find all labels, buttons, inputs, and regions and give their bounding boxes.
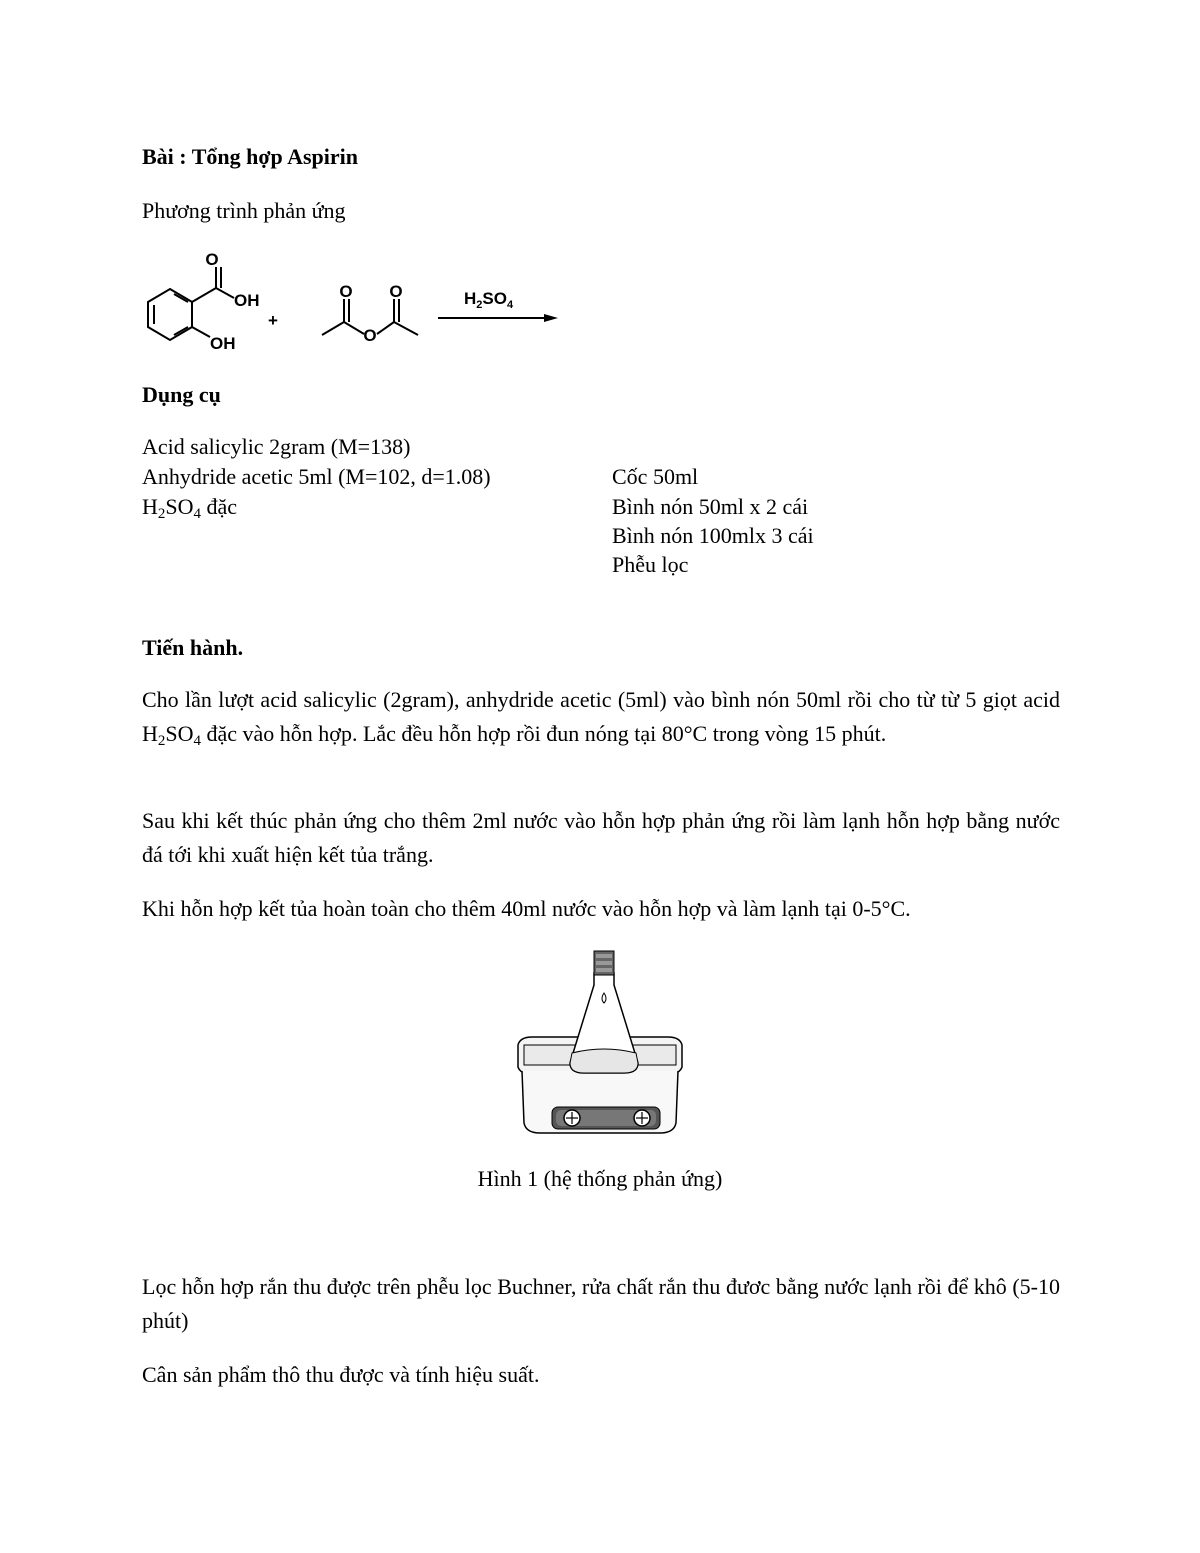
figure-caption: Hình 1 (hệ thống phản ứng) — [477, 1166, 723, 1191]
anhydride-o3-label: O — [363, 326, 377, 345]
glassware-item: Bình nón 50ml x 2 cái — [612, 494, 809, 519]
equipment-heading: Dụng cụ — [142, 382, 221, 407]
procedure-paragraph: Khi hỗn hợp kết tủa hoàn toàn cho thêm 40ml nước vào hỗn hợp và làm lạnh tại 0-5°C. — [142, 896, 911, 921]
chemical-item: Acid salicylic 2gram (M=138) — [142, 434, 411, 459]
glassware-item: Bình nón 100mlx 3 cái — [612, 523, 814, 548]
chemical-item: $H_2SO_4$ đặc — [142, 494, 238, 522]
reaction-setup-figure — [510, 945, 690, 1140]
catalyst-label: $H_2SO_4$ — [464, 289, 514, 311]
glassware-item: Cốc 50ml — [612, 464, 699, 489]
glassware-item: Phễu lọc — [612, 552, 689, 577]
reaction-scheme — [130, 245, 580, 360]
carboxyl-oh-label: OH — [234, 291, 260, 310]
chemical-item: Anhydride acetic 5ml (M=102, d=1.08) — [142, 464, 491, 489]
page-title: Bài : Tổng hợp Aspirin — [142, 144, 358, 169]
procedure-heading: Tiến hành. — [142, 635, 244, 660]
procedure-paragraph: Cho lần lượt acid salicylic (2gram), anhydride acetic (5ml) vào bình nón 50ml rồi cho từ từ 5 giọt acid $H_2SO_4$ đặc vào hỗn hợp. Lắc đều hỗn hợp rồi đun nóng tại 80°C trong vòng 15 phút. — [142, 687, 1060, 749]
plus-sign: + — [268, 311, 278, 330]
carbonyl-o-label: O — [205, 250, 219, 269]
equation-heading: Phương trình phản ứng — [142, 198, 346, 223]
phenol-oh-label: OH — [210, 334, 236, 353]
reaction-arrow — [438, 314, 558, 322]
salicylic-acid-structure — [148, 267, 234, 340]
procedure-paragraph: Cân sản phẩm thô thu được và tính hiệu suất. — [142, 1362, 540, 1387]
procedure-paragraph: Sau khi kết thúc phản ứng cho thêm 2ml nước vào hỗn hợp phản ứng rồi làm lạnh hỗn hợp bằng nước đá tới khi xuất hiện kết tủa trắng. — [142, 808, 1060, 867]
anhydride-o1-label: O — [339, 282, 353, 301]
procedure-paragraph: Lọc hỗn hợp rắn thu được trên phễu lọc Buchner, rửa chất rắn thu đươc bằng nước lạnh rồi để khô (5-10 phút) — [142, 1274, 1060, 1333]
anhydride-o2-label: O — [389, 282, 403, 301]
